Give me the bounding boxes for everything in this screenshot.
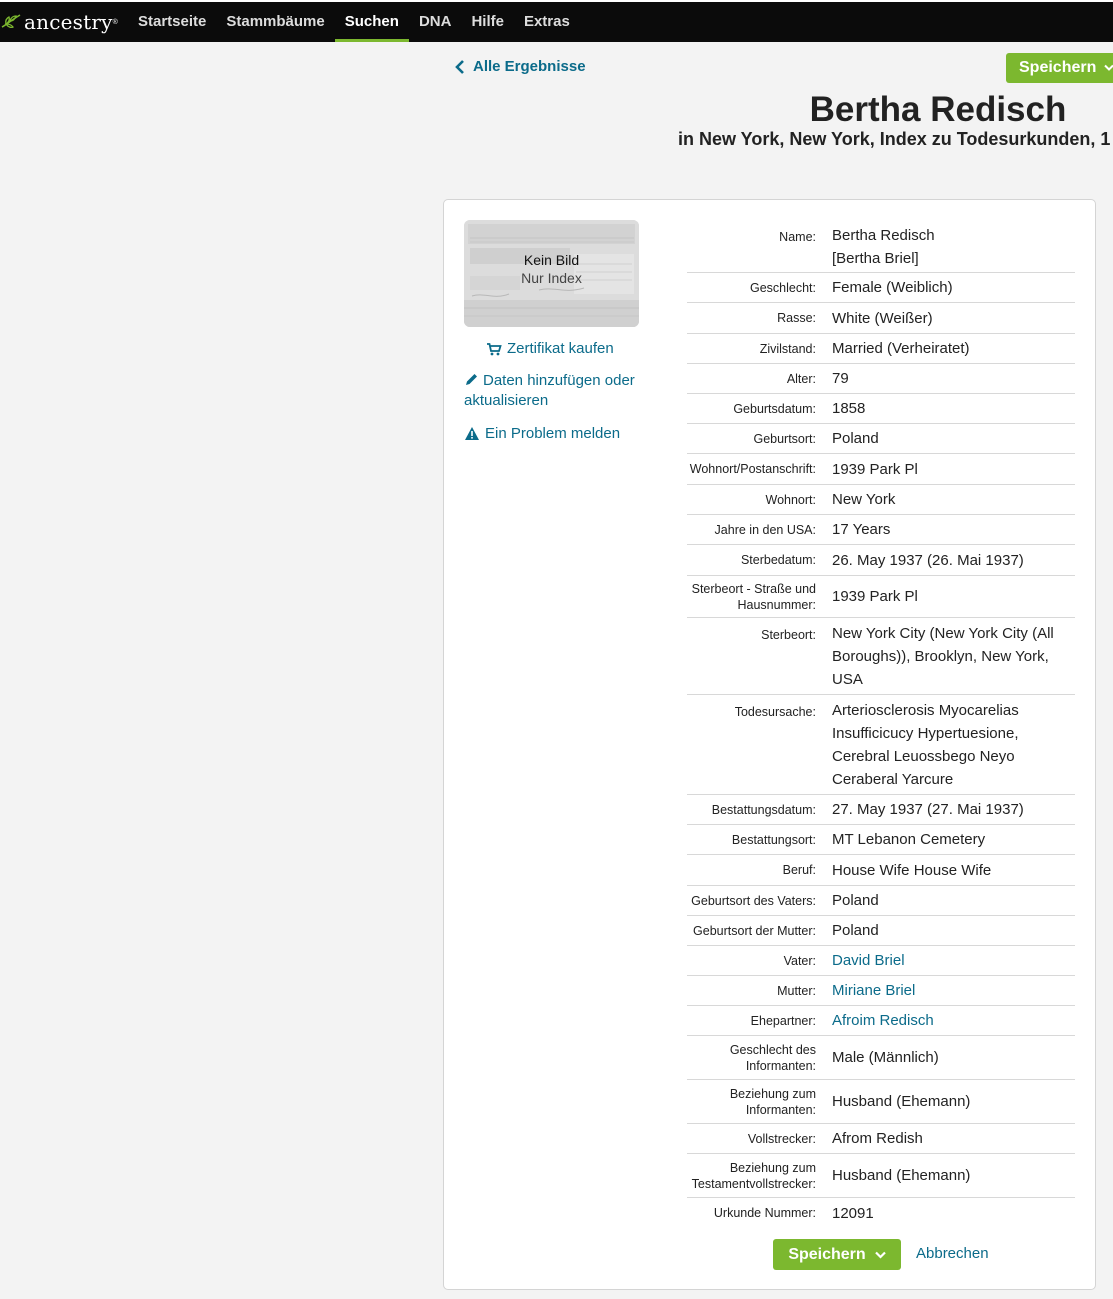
field-value-text: Husband (Ehemann) [832, 1093, 971, 1110]
field-value-text: 12091 [832, 1204, 874, 1222]
field-row [687, 1080, 1075, 1124]
field-value-text: 79 [832, 370, 849, 387]
field-row [687, 1036, 1075, 1080]
field-value-text: Bertha Redisch [Bertha Briel] [832, 227, 935, 267]
field-label: Alter: [786, 371, 816, 386]
field-value-text: 17 Years [832, 521, 891, 538]
save-button-bottom[interactable] [773, 1239, 901, 1270]
field-value [832, 946, 1075, 975]
field-value [832, 394, 1075, 423]
field-value [832, 303, 1075, 333]
chevron-left-icon [455, 60, 465, 74]
field-label: Geburtsdatum: [733, 401, 816, 416]
no-image-line1: Kein Bild [523, 252, 580, 268]
field-value [832, 1198, 1075, 1228]
record-fields-table [687, 220, 1075, 1228]
field-row [687, 576, 1075, 618]
nav-item-stammbäume[interactable]: Stammbäume [226, 13, 325, 30]
back-label: Alle Ergebnisse [473, 58, 586, 75]
add-or-update-data-link[interactable] [464, 371, 654, 411]
person-link[interactable]: David Briel [832, 952, 905, 969]
field-label: Jahre in den USA: [714, 522, 816, 537]
field-row [687, 364, 1075, 394]
field-value-text: Poland [832, 922, 879, 939]
field-value-text: 1858 [832, 400, 866, 417]
field-value-text: Arteriosclerosis Myocarelias Insufficicucy Hypertuesione, Cerebral Leuossbego Neyo Ceraberal Yarcure [832, 702, 1019, 788]
field-label: Ehepartner: [750, 1013, 816, 1028]
field-row [687, 545, 1075, 576]
field-row [687, 220, 1075, 273]
field-row [687, 946, 1075, 976]
field-value-text: Poland [832, 892, 879, 909]
field-row [687, 485, 1075, 515]
field-row [687, 515, 1075, 545]
report-problem-label: Ein Problem melden [485, 425, 621, 442]
add-data-label: Daten hinzufügen oder aktualisieren [464, 372, 635, 409]
logo-trademark: ® [112, 18, 118, 26]
field-label: Bestattungsdatum: [711, 802, 816, 817]
field-value-text: 1939 Park Pl [832, 588, 918, 605]
field-value [832, 576, 1075, 617]
field-value [832, 855, 1075, 885]
field-value [832, 545, 1075, 575]
field-label: Beziehung zum Informanten: [729, 1086, 816, 1117]
field-value [832, 364, 1075, 393]
field-value-text: House Wife House Wife [832, 861, 992, 879]
logo-text: ancestry [24, 10, 113, 34]
field-value [832, 1154, 1075, 1197]
field-value [832, 424, 1075, 453]
field-label: Beruf: [782, 863, 816, 877]
field-row [687, 695, 1075, 795]
field-row [687, 334, 1075, 364]
no-image-label [464, 252, 639, 286]
field-value-text: Husband (Ehemann) [832, 1167, 971, 1184]
field-row [687, 273, 1075, 303]
field-value [832, 795, 1075, 824]
field-label: Rasse: [777, 311, 816, 325]
field-label: Mutter: [777, 983, 816, 998]
person-link[interactable]: Afroim Redisch [832, 1012, 934, 1029]
field-value [832, 1036, 1075, 1079]
field-value [832, 1124, 1075, 1153]
field-value [832, 485, 1075, 514]
field-value [832, 220, 1075, 272]
field-label: Sterbedatum: [740, 553, 816, 567]
field-label: Todesursache: [734, 705, 816, 719]
person-link[interactable]: Miriane Briel [832, 982, 916, 999]
field-row [687, 424, 1075, 454]
field-value-text: New York City (New York City (All Boroughs)), Brooklyn, New York, USA [832, 625, 1054, 688]
field-label: Wohnort: [765, 492, 816, 507]
field-label: Name: [779, 230, 816, 244]
field-row [687, 795, 1075, 825]
field-value-text: White (Weißer) [832, 309, 933, 327]
pencil-icon [464, 372, 479, 387]
field-row [687, 454, 1075, 485]
field-row [687, 1154, 1075, 1198]
field-row [687, 1124, 1075, 1154]
field-row [687, 1198, 1075, 1228]
field-value [832, 916, 1075, 945]
field-label: Sterbeort: [761, 628, 816, 642]
field-value-text: MT Lebanon Cemetery [832, 831, 986, 848]
field-value [832, 886, 1075, 915]
field-row [687, 976, 1075, 1006]
record-subtitle: in New York, New York, Index zu Todesurkunden, 1 [678, 129, 1111, 149]
no-image-line2: Nur Index [521, 270, 582, 286]
field-row [687, 916, 1075, 946]
field-value [832, 273, 1075, 302]
field-value [832, 515, 1075, 544]
field-label: Vater: [783, 953, 816, 968]
field-label: Bestattungsort: [731, 832, 816, 847]
field-row [687, 394, 1075, 424]
buy-certificate-link[interactable] [486, 340, 614, 357]
chevron-down-icon [875, 1251, 886, 1259]
warning-icon [464, 426, 480, 441]
field-label: Geschlecht: [749, 280, 816, 295]
field-label: Geburtsort der Mutter: [693, 923, 816, 938]
chevron-down-icon [1104, 64, 1113, 72]
save-label: Speichern [1019, 59, 1097, 76]
record-image-thumbnail [464, 220, 639, 327]
save-label: Speichern [788, 1245, 866, 1263]
nav-item-hilfe[interactable]: Hilfe [471, 13, 504, 30]
field-row [687, 303, 1075, 334]
save-button-top[interactable] [1006, 53, 1113, 83]
field-value-text: Male (Männlich) [832, 1049, 939, 1066]
field-row [687, 886, 1075, 916]
ancestry-logo[interactable] [0, 8, 118, 36]
field-row [687, 618, 1075, 695]
field-value [832, 695, 1075, 794]
field-value-text: 27. May 1937 (27. Mai 1937) [832, 801, 1024, 818]
field-value [832, 1006, 1075, 1035]
field-value-text: 26. May 1937 (26. Mai 1937) [832, 551, 1024, 569]
field-label: Wohnort/Postanschrift: [689, 462, 816, 476]
report-problem-link[interactable] [464, 425, 620, 442]
field-row [687, 825, 1075, 855]
field-label: Vollstrecker: [747, 1131, 816, 1146]
field-value [832, 825, 1075, 854]
nav-item-suchen[interactable]: Suchen [335, 2, 409, 42]
field-value [832, 618, 1075, 694]
field-value-text: Female (Weiblich) [832, 279, 953, 296]
cancel-link[interactable]: Abbrechen [916, 1245, 989, 1262]
field-label: Urkunde Nummer: [713, 1206, 816, 1220]
field-value-text: 1939 Park Pl [832, 460, 918, 478]
nav-item-extras[interactable]: Extras [523, 13, 570, 30]
field-label: Beziehung zum Testamentvollstrecker: [691, 1160, 816, 1191]
record-title: Bertha Redisch [809, 90, 1067, 129]
field-value [832, 334, 1075, 363]
field-row [687, 855, 1075, 886]
back-to-all-results-link[interactable] [455, 58, 586, 75]
field-value-text: Married (Verheiratet) [832, 340, 970, 357]
field-label: Geburtsort des Vaters: [691, 893, 816, 908]
nav-item-startseite[interactable]: Startseite [138, 13, 207, 30]
field-value-text: Afrom Redish [832, 1130, 923, 1147]
field-label: Geschlecht des Informanten: [729, 1042, 816, 1073]
field-row [687, 1006, 1075, 1036]
field-label: Zivilstand: [759, 341, 816, 356]
top-navigation-bar [0, 0, 1113, 42]
field-label: Geburtsort: [753, 431, 816, 446]
field-value-text: New York [832, 491, 896, 508]
field-value [832, 454, 1075, 484]
field-value [832, 1080, 1075, 1123]
main-nav [128, 2, 580, 42]
buy-certificate-label: Zertifikat kaufen [507, 340, 614, 357]
leaf-icon [0, 11, 22, 33]
field-label: Sterbeort - Straße und Hausnummer: [691, 581, 816, 612]
nav-item-dna[interactable]: DNA [418, 13, 452, 30]
field-value-text: Poland [832, 430, 879, 447]
record-card [443, 199, 1096, 1290]
field-value [832, 976, 1075, 1005]
cart-icon [486, 342, 502, 356]
